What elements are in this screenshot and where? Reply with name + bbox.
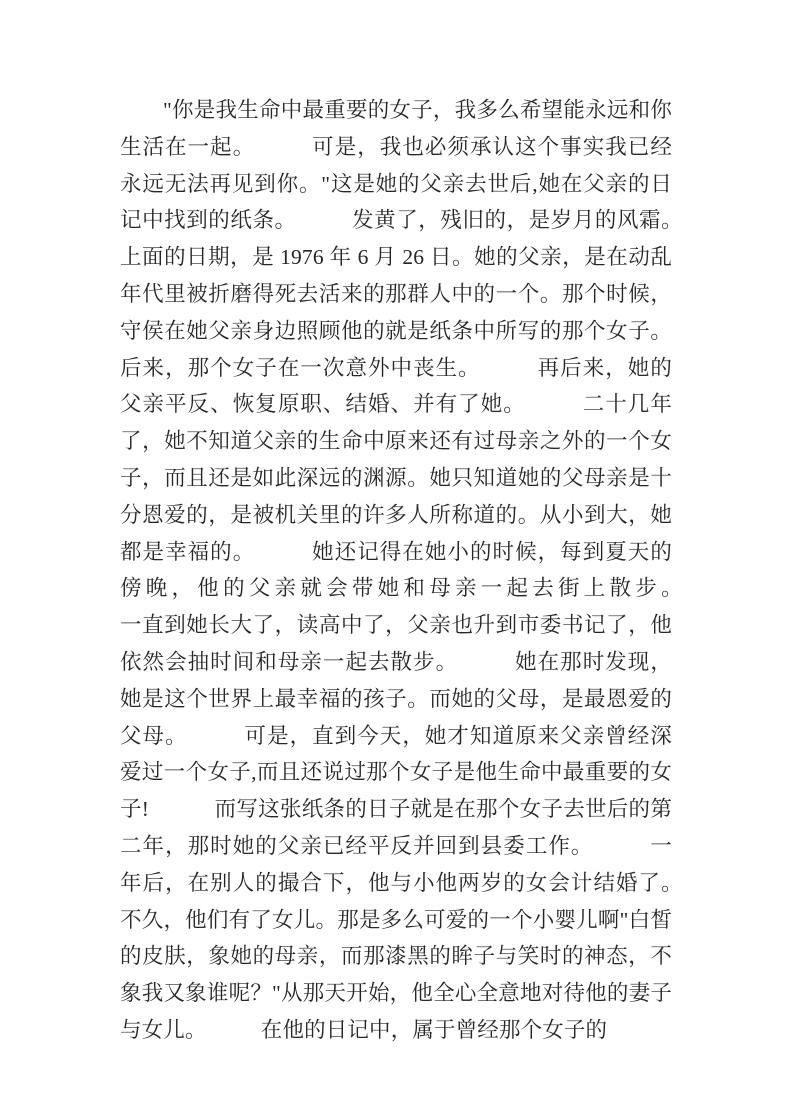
- paragraph-body-text: "你是我生命中最重要的女子，我多么希望能永远和你生活在一起。 可是，我也必须承认这个事实我已经永远无法再见到你。"这是她的父亲去世后,她在父亲的日记中找到的纸条。 发黄了，残旧的，是岁月的风霜。 上面的日期，是 1976 年 6 月 26 日。她的父亲，是在动乱年代里被折磨得死去活来的那群人中的一个。那个时候，守侯在她父亲身边照顾他的就是纸条中所写的那个女子。后来，那个女子在一次意外中丧生。 再后来，她的父亲平反、恢复原职、结婚、并有了她。 二十几年了，她不知道父亲的生命中原来还有过母亲之外的一个女子，而且还是如此深远的渊源。她只知道她的父母亲是十分恩爱的，是被机关里的许多人所称道的。从小到大，她都是幸福的。 她还记得在她小的时候，每到夏天的傍晚，他的父亲就会带她和母亲一起去街上散步。 一直到她长大了，读高中了，父亲也升到市委书记了，他依然会抽时间和母亲一起去散步。 她在那时发现，她是这个世界上最幸福的孩子。而她的父母，是最恩爱的父母。 可是，直到今天，她才知道原来父亲曾经深爱过一个女子,而且还说过那个女子是他生命中最重要的女子! 而写这张纸条的日子就是在那个女子去世后的第二年，那时她的父亲已经平反并回到县委工作。 一年后，在别人的撮合下，他与小他两岁的女会计结婚了。 不久，他们有了女儿。那是多么可爱的一个小婴儿啊"白皙的皮肤，象她的母亲，而那漆黑的眸子与笑时的神态，不象我又象谁呢？"从那天开始，他全心全意地对待他的妻子与女儿。 在他的日记中，属于曾经那个女子的: [120, 98, 737, 1042]
- document-text-body: [120, 92, 737, 1049]
